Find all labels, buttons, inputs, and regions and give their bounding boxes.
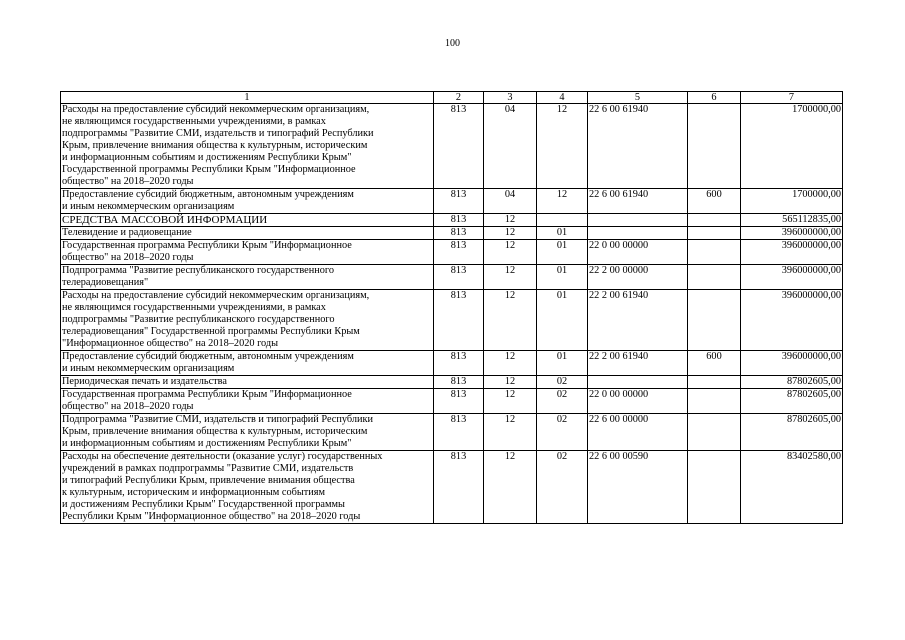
- row-ministry-code: 813: [434, 189, 484, 214]
- row-ministry-code: 813: [434, 265, 484, 290]
- column-header-7: 7: [741, 92, 843, 104]
- table-row: [61, 451, 843, 524]
- row-target-article: 22 0 00 00000: [588, 389, 688, 414]
- row-amount: 83402580,00: [741, 451, 843, 524]
- row-expense-type: [688, 451, 741, 524]
- row-target-article: 22 6 00 61940: [588, 189, 688, 214]
- row-amount: 1700000,00: [741, 189, 843, 214]
- row-subsection-code: 01: [537, 265, 588, 290]
- row-expense-type: 600: [688, 189, 741, 214]
- row-amount: 87802605,00: [741, 414, 843, 451]
- row-ministry-code: 813: [434, 414, 484, 451]
- row-section-code: 12: [484, 290, 537, 351]
- row-expense-type: [688, 227, 741, 240]
- column-header-4: 4: [537, 92, 588, 104]
- row-subsection-code: [537, 214, 588, 227]
- row-expense-type: [688, 290, 741, 351]
- table-row: [61, 104, 843, 189]
- budget-table: [60, 91, 843, 524]
- row-target-article: 22 6 00 00000: [588, 414, 688, 451]
- row-expense-type: [688, 214, 741, 227]
- row-expense-type: 600: [688, 351, 741, 376]
- row-amount: 396000000,00: [741, 351, 843, 376]
- row-amount: 396000000,00: [741, 240, 843, 265]
- row-section-code: 04: [484, 189, 537, 214]
- column-header-1: 1: [61, 92, 434, 104]
- row-amount: 396000000,00: [741, 227, 843, 240]
- row-expense-type: [688, 389, 741, 414]
- row-name: Предоставление субсидий бюджетным, автономным учреждениям и иным некоммерческим организациям: [61, 351, 434, 376]
- table-row: [61, 189, 843, 214]
- row-subsection-code: 02: [537, 389, 588, 414]
- table-header-row: [61, 92, 843, 104]
- row-name: Предоставление субсидий бюджетным, автономным учреждениям и иным некоммерческим организациям: [61, 189, 434, 214]
- row-subsection-code: 01: [537, 227, 588, 240]
- row-ministry-code: 813: [434, 290, 484, 351]
- row-target-article: [588, 227, 688, 240]
- row-section-code: 12: [484, 265, 537, 290]
- table-row: [61, 240, 843, 265]
- row-target-article: 22 2 00 61940: [588, 290, 688, 351]
- row-ministry-code: 813: [434, 351, 484, 376]
- row-target-article: [588, 214, 688, 227]
- row-name: Расходы на обеспечение деятельности (оказание услуг) государственных учреждений в рамках подпрограммы "Развитие СМИ, издательств и типографий Республики Крым, привлечение внимания общества к культурным, историческим и информационным событиям и достижениям Республики Крым" Государственной программы Республики Крым "Информационное общество" на 2018–2020 годы: [61, 451, 434, 524]
- table-row: [61, 351, 843, 376]
- column-header-5: 5: [588, 92, 688, 104]
- table-row: [61, 227, 843, 240]
- column-header-2: 2: [434, 92, 484, 104]
- row-section-code: 12: [484, 389, 537, 414]
- row-expense-type: [688, 265, 741, 290]
- row-target-article: [588, 376, 688, 389]
- row-ministry-code: 813: [434, 389, 484, 414]
- row-name: Государственная программа Республики Крым "Информационное общество" на 2018–2020 годы: [61, 389, 434, 414]
- row-subsection-code: 02: [537, 376, 588, 389]
- row-amount: 396000000,00: [741, 290, 843, 351]
- row-expense-type: [688, 376, 741, 389]
- row-name: Государственная программа Республики Крым "Информационное общество" на 2018–2020 годы: [61, 240, 434, 265]
- row-target-article: 22 6 00 61940: [588, 104, 688, 189]
- row-ministry-code: 813: [434, 214, 484, 227]
- row-name: Подпрограмма "Развитие СМИ, издательств и типографий Республики Крым, привлечение внимания общества к культурным, историческим и информационным событиям и достижениям Республики Крым": [61, 414, 434, 451]
- row-section-code: 12: [484, 240, 537, 265]
- row-section-code: 12: [484, 227, 537, 240]
- row-ministry-code: 813: [434, 376, 484, 389]
- table-row: [61, 214, 843, 227]
- row-name: Телевидение и радиовещание: [61, 227, 434, 240]
- table-row: [61, 414, 843, 451]
- row-subsection-code: 12: [537, 104, 588, 189]
- row-amount: 1700000,00: [741, 104, 843, 189]
- column-header-6: 6: [688, 92, 741, 104]
- row-name: Подпрограмма "Развитие республиканского государственного телерадиовещания": [61, 265, 434, 290]
- row-section-code: 12: [484, 376, 537, 389]
- row-subsection-code: 01: [537, 290, 588, 351]
- row-section-code: 04: [484, 104, 537, 189]
- row-name: Расходы на предоставление субсидий некоммерческим организациям, не являющимся государственными учреждениями, в рамках подпрограммы "Развитие СМИ, издательств и типографий Республики Крым, привлечение внимания общества к культурным, историческим и информационным событиям и достижениям Республики Крым" Государственной программы Республики Крым "Информационное общество" на 2018–2020 годы: [61, 104, 434, 189]
- table-row: [61, 265, 843, 290]
- row-expense-type: [688, 414, 741, 451]
- row-subsection-code: 12: [537, 189, 588, 214]
- column-header-3: 3: [484, 92, 537, 104]
- row-section-code: 12: [484, 414, 537, 451]
- row-ministry-code: 813: [434, 451, 484, 524]
- row-target-article: 22 2 00 61940: [588, 351, 688, 376]
- row-expense-type: [688, 240, 741, 265]
- row-section-code: 12: [484, 351, 537, 376]
- row-amount: 565112835,00: [741, 214, 843, 227]
- table-row: [61, 389, 843, 414]
- page-number: 100: [445, 38, 460, 49]
- row-subsection-code: 01: [537, 240, 588, 265]
- row-target-article: 22 0 00 00000: [588, 240, 688, 265]
- row-target-article: 22 6 00 00590: [588, 451, 688, 524]
- row-amount: 87802605,00: [741, 376, 843, 389]
- row-ministry-code: 813: [434, 227, 484, 240]
- table-row: [61, 376, 843, 389]
- row-name: СРЕДСТВА МАССОВОЙ ИНФОРМАЦИИ: [61, 214, 434, 227]
- row-name: Периодическая печать и издательства: [61, 376, 434, 389]
- row-target-article: 22 2 00 00000: [588, 265, 688, 290]
- row-section-code: 12: [484, 451, 537, 524]
- row-subsection-code: 02: [537, 451, 588, 524]
- row-expense-type: [688, 104, 741, 189]
- row-amount: 87802605,00: [741, 389, 843, 414]
- row-section-code: 12: [484, 214, 537, 227]
- row-ministry-code: 813: [434, 240, 484, 265]
- table-row: [61, 290, 843, 351]
- row-name: Расходы на предоставление субсидий некоммерческим организациям, не являющимся государственными учреждениями, в рамках подпрограммы "Развитие республиканского государственного телерадиовещания" Государственной программы Республики Крым "Информационное общество" на 2018–2020 годы: [61, 290, 434, 351]
- row-amount: 396000000,00: [741, 265, 843, 290]
- row-ministry-code: 813: [434, 104, 484, 189]
- row-subsection-code: 02: [537, 414, 588, 451]
- row-subsection-code: 01: [537, 351, 588, 376]
